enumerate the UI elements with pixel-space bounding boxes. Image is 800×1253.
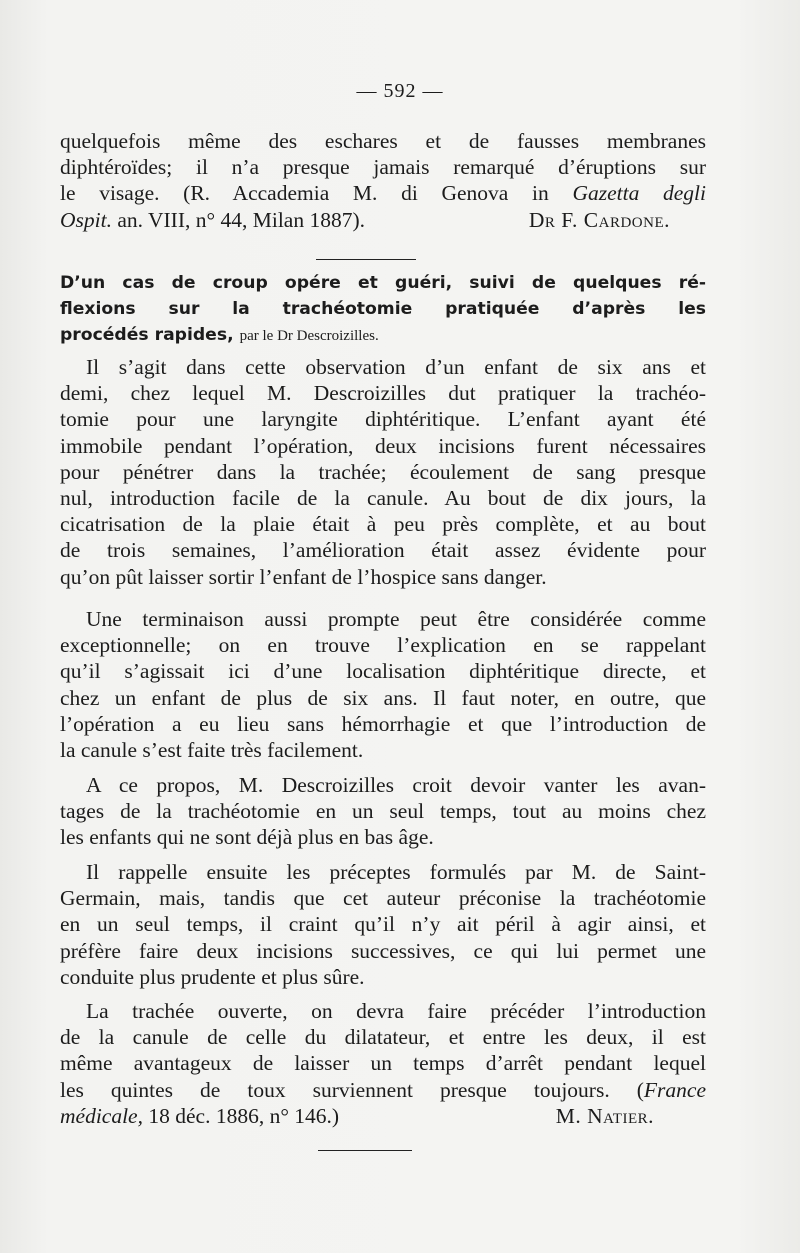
paragraph-5: La trachée ouverte, on devra faire précéder l’introduction de la canule de celle du dilatateur, et entre les deux, il est même avantageux de laisser un temps d’arrêt pendant lequel les quintes de toux surviennent presque toujours. (France médicale, 18 déc. 1886, n° 146.) M. Natier. — [60, 999, 706, 1128]
text-line: Ospit. an. VIII, n° 44, Milan 1887). Dr F. Cardone. — [60, 207, 706, 233]
paragraph-4: Il rappelle ensuite les préceptes formulés par M. de Saint- Germain, mais, tandis que cet auteur préconise la trachéotomie en un seul temps, il craint qu’il n’y ait péril à agir ainsi, et préfère faire deux incisions successives, ce qui lui permet une conduite plus prudente et plus sûre. — [60, 860, 706, 989]
text-line: diphtéroïdes; il n’a presque jamais remarqué d’éruptions sur — [60, 155, 706, 180]
page-number: — 592 — — [356, 80, 444, 102]
article-title: D’un cas de croup opére et guéri, suivi de quelques ré- flexions sur la trachéotomie pratiquée d’après les procédés rapides, par le Dr Descroizilles. — [60, 273, 706, 345]
text-line: le visage. (R. Accademia M. di Genova in Gazetta degli — [60, 181, 707, 206]
paragraph-1: Il s’agit dans cette observation d’un enfant de six ans et demi, chez lequel M. Descroizilles dut pratiquer la trachéo- tomie pour une laryngite diphtéritique. L’enfant ayant été immobile pendant l’opération, deux incisions furent nécessaires pour pénétrer dans la trachée; écoulement de sang presque nul, introduction facile de la canule. Au bout de dix jours, la cicatrisation de la plaie était à peu près complète, et au bout de trois semaines, l’amélioration était assez évidente pour qu’on pût laisser sortir l’enfant de l’hospice sans danger. — [60, 355, 706, 589]
previous-article-tail — [60, 128, 706, 233]
end-divider — [318, 1150, 412, 1151]
section-divider — [316, 259, 416, 260]
author-signature: M. Natier. — [555, 1103, 654, 1128]
paragraph-2: Une terminaison aussi prompte peut être considérée comme exceptionnelle; on en trouve l’explication en se rappelant qu’il s’agissait ici d’une localisation diphtéritique directe, et chez un enfant de plus de six ans. Il faut noter, en outre, que l’opération a eu lieu sans hémorrhagie et que l’introduction de la canule s’est faite très facilement. — [60, 607, 706, 763]
paragraph-3: A ce propos, M. Descroizilles croit devoir vanter les avan- tages de la trachéotomie en un seul temps, tout au moins chez les enfants qui ne sont déjà plus en bas âge. — [60, 773, 706, 850]
author-signature: Dr F. Cardone. — [528, 207, 670, 232]
text-line: quelquefois même des eschares et de fausses membranes — [60, 129, 706, 153]
text-line: médicale, 18 déc. 1886, n° 146.) M. Natier. — [60, 1103, 706, 1129]
article-byline: par le Dr Descroizilles. — [239, 328, 379, 344]
